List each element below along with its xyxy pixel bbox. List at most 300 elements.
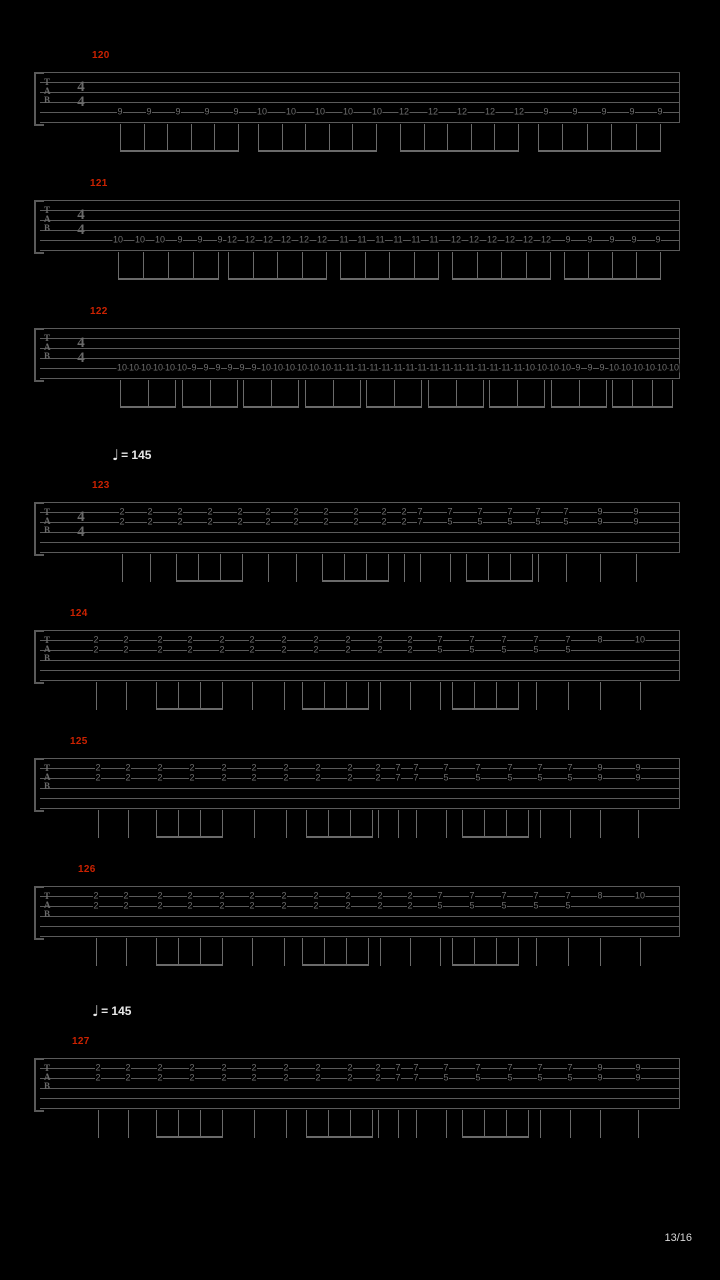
staff-line: [40, 378, 680, 379]
beam: [302, 708, 368, 710]
note-stem: [484, 1110, 485, 1138]
fret-number: 2: [347, 762, 353, 773]
tab-clef: [44, 206, 51, 233]
note-stem: [484, 810, 485, 838]
tab-clef-letter: A: [44, 86, 51, 96]
time-signature-numerator: 4: [77, 509, 85, 525]
note-stem: [376, 124, 377, 152]
note-stem: [302, 682, 303, 710]
note-stem: [156, 1110, 157, 1138]
fret-number: 5: [507, 516, 513, 527]
beam: [258, 150, 376, 152]
note-stem: [452, 252, 453, 280]
note-stem: [518, 124, 519, 152]
note-stem: [253, 252, 254, 280]
fret-number: 9: [599, 362, 605, 373]
note-stem: [252, 938, 253, 966]
note-stem: [528, 1110, 529, 1138]
fret-number: 2: [123, 634, 129, 645]
system-bracket: [34, 502, 44, 556]
fret-number: 7: [437, 634, 443, 645]
note-stem: [324, 682, 325, 710]
fret-number: 12: [427, 106, 439, 117]
note-stem: [326, 252, 327, 280]
fret-number: 2: [221, 1062, 227, 1073]
measure-number: 126: [78, 864, 96, 875]
fret-number: 12: [504, 234, 516, 245]
note-stem: [344, 554, 345, 582]
note-stem: [156, 938, 157, 966]
tab-clef-letter: B: [44, 909, 51, 919]
barline: [679, 72, 680, 123]
page-number: 13/16: [664, 1232, 692, 1244]
fret-number: 10: [634, 634, 646, 645]
note-stem: [506, 1110, 507, 1138]
fret-number: 12: [468, 234, 480, 245]
fret-number: 9: [191, 362, 197, 373]
fret-number: 12: [522, 234, 534, 245]
fret-number: 2: [251, 772, 257, 783]
note-stem: [611, 124, 612, 152]
fret-number: 5: [443, 1072, 449, 1083]
fret-number: 9: [177, 234, 183, 245]
fret-number: 2: [353, 506, 359, 517]
note-stem: [296, 554, 297, 582]
tab-clef: [44, 1064, 51, 1091]
fret-number: 7: [395, 762, 401, 773]
fret-number: 10: [256, 106, 268, 117]
note-stem: [220, 554, 221, 582]
note-stem: [118, 252, 119, 280]
measure-number: 127: [72, 1036, 90, 1047]
barline: [679, 502, 680, 553]
note-stem: [550, 252, 551, 280]
fret-number: 12: [486, 234, 498, 245]
note-stem: [368, 938, 369, 966]
fret-number: 2: [237, 516, 243, 527]
note-stem: [178, 810, 179, 838]
note-stem: [424, 124, 425, 152]
note-stem: [398, 810, 399, 838]
note-stem: [471, 124, 472, 152]
fret-number: 12: [280, 234, 292, 245]
note-stem: [488, 554, 489, 582]
quarter-note-icon: ♩: [92, 1002, 100, 1020]
note-stem: [452, 938, 453, 966]
staff-line: [40, 112, 680, 113]
staff-line: [40, 808, 680, 809]
staff-line: [40, 338, 680, 339]
fret-number: 8: [597, 634, 603, 645]
note-stem: [568, 682, 569, 710]
note-stem: [440, 938, 441, 966]
note-stem: [222, 1110, 223, 1138]
note-stem: [350, 810, 351, 838]
fret-number: 2: [347, 1062, 353, 1073]
fret-number: 12: [262, 234, 274, 245]
fret-number: 2: [119, 516, 125, 527]
fret-number: 2: [345, 890, 351, 901]
note-stem: [489, 380, 490, 408]
fret-number: 11: [345, 362, 355, 373]
tab-staff: [40, 630, 680, 680]
fret-number: 9: [575, 362, 581, 373]
note-stem: [329, 124, 330, 152]
fret-number: 2: [323, 516, 329, 527]
note-stem: [404, 554, 405, 582]
fret-number: 10: [536, 362, 548, 373]
note-stem: [452, 682, 453, 710]
staff-line: [40, 542, 680, 543]
fret-number: 10: [656, 362, 668, 373]
fret-number: 5: [535, 516, 541, 527]
note-stem: [588, 252, 589, 280]
staff-line: [40, 798, 680, 799]
note-stem: [564, 252, 565, 280]
staff-line: [40, 1058, 680, 1059]
fret-number: 12: [316, 234, 328, 245]
note-stem: [198, 554, 199, 582]
staff-line: [40, 1068, 680, 1069]
note-stem: [167, 124, 168, 152]
note-stem: [328, 810, 329, 838]
staff-line: [40, 640, 680, 641]
fret-number: 2: [157, 644, 163, 655]
fret-number: 5: [533, 644, 539, 655]
fret-number: 2: [125, 1072, 131, 1083]
fret-number: 11: [375, 234, 385, 245]
note-stem: [536, 682, 537, 710]
fret-number: 8: [597, 890, 603, 901]
time-signature-denominator: 4: [77, 524, 85, 540]
measure-number: 122: [90, 306, 108, 317]
fret-number: 2: [283, 1072, 289, 1083]
note-stem: [536, 938, 537, 966]
fret-number: 10: [134, 234, 146, 245]
staff-line: [40, 1108, 680, 1109]
fret-number: 9: [597, 762, 603, 773]
note-stem: [200, 1110, 201, 1138]
note-stem: [612, 252, 613, 280]
fret-number: 9: [631, 234, 637, 245]
fret-number: 9: [597, 506, 603, 517]
beam: [156, 836, 222, 838]
fret-number: 11: [357, 234, 367, 245]
fret-number: 2: [95, 1072, 101, 1083]
note-stem: [517, 380, 518, 408]
system-bracket: [34, 758, 44, 812]
fret-number: 7: [413, 772, 419, 783]
fret-number: 9: [565, 234, 571, 245]
fret-number: 9: [635, 772, 641, 783]
note-stem: [438, 252, 439, 280]
fret-number: 11: [393, 234, 403, 245]
time-signature: [74, 80, 88, 110]
staff-line: [40, 502, 680, 503]
fret-number: 2: [93, 900, 99, 911]
tab-staff: [40, 502, 680, 552]
note-stem: [462, 1110, 463, 1138]
fret-number: 12: [540, 234, 552, 245]
staff-line: [40, 122, 680, 123]
fret-number: 2: [147, 516, 153, 527]
fret-number: 11: [393, 362, 403, 373]
fret-number: 11: [333, 362, 343, 373]
fret-number: 2: [93, 890, 99, 901]
tab-clef-letter: A: [44, 644, 51, 654]
note-stem: [366, 380, 367, 408]
staff-line: [40, 936, 680, 937]
fret-number: 2: [315, 772, 321, 783]
note-stem: [518, 938, 519, 966]
fret-number: 2: [283, 762, 289, 773]
note-stem: [421, 380, 422, 408]
fret-number: 7: [475, 762, 481, 773]
fret-number: 7: [413, 1062, 419, 1073]
fret-number: 2: [123, 900, 129, 911]
tab-clef-letter: T: [44, 763, 51, 773]
fret-number: 2: [157, 1062, 163, 1073]
fret-number: 10: [634, 890, 646, 901]
staff-line: [40, 1098, 680, 1099]
fret-number: 5: [565, 644, 571, 655]
note-stem: [254, 810, 255, 838]
fret-number: 11: [369, 362, 379, 373]
fret-number: 12: [456, 106, 468, 117]
note-stem: [284, 938, 285, 966]
note-stem: [350, 1110, 351, 1138]
note-stem: [378, 810, 379, 838]
staff-line: [40, 660, 680, 661]
fret-number: 2: [375, 1072, 381, 1083]
tab-clef: [44, 892, 51, 919]
fret-number: 9: [657, 106, 663, 117]
fret-number: 7: [501, 890, 507, 901]
time-signature-denominator: 4: [77, 222, 85, 238]
fret-number: 2: [377, 900, 383, 911]
fret-number: 9: [217, 234, 223, 245]
note-stem: [302, 938, 303, 966]
tab-clef-letter: B: [44, 95, 51, 105]
fret-number: 5: [447, 516, 453, 527]
fret-number: 5: [437, 900, 443, 911]
fret-number: 2: [377, 890, 383, 901]
fret-number: 2: [347, 1072, 353, 1083]
staff-line: [40, 906, 680, 907]
beam: [302, 964, 368, 966]
beam: [452, 964, 518, 966]
fret-number: 2: [375, 762, 381, 773]
fret-number: 10: [620, 362, 632, 373]
note-stem: [474, 682, 475, 710]
fret-number: 2: [157, 634, 163, 645]
note-stem: [306, 1110, 307, 1138]
note-stem: [305, 124, 306, 152]
note-stem: [200, 682, 201, 710]
fret-number: 10: [371, 106, 383, 117]
note-stem: [365, 252, 366, 280]
fret-number: 11: [453, 362, 463, 373]
fret-number: 11: [411, 234, 421, 245]
staff-line: [40, 358, 680, 359]
tab-staff: [40, 758, 680, 808]
note-stem: [305, 380, 306, 408]
note-stem: [193, 252, 194, 280]
note-stem: [428, 380, 429, 408]
note-stem: [150, 554, 151, 582]
note-stem: [271, 380, 272, 408]
beam: [306, 1136, 372, 1138]
fret-number: 10: [320, 362, 332, 373]
tab-clef-letter: A: [44, 342, 51, 352]
staff-line: [40, 72, 680, 73]
note-stem: [544, 380, 545, 408]
tab-clef-letter: T: [44, 635, 51, 645]
staff-line: [40, 250, 680, 251]
staff-line: [40, 532, 680, 533]
note-stem: [600, 938, 601, 966]
fret-number: 7: [413, 762, 419, 773]
fret-number: 9: [597, 516, 603, 527]
tab-clef-letter: B: [44, 653, 51, 663]
note-stem: [143, 252, 144, 280]
fret-number: 10: [285, 106, 297, 117]
staff-line: [40, 328, 680, 329]
note-stem: [501, 252, 502, 280]
fret-number: 2: [157, 772, 163, 783]
fret-number: 10: [116, 362, 128, 373]
fret-number: 9: [175, 106, 181, 117]
fret-number: 10: [128, 362, 140, 373]
note-stem: [214, 124, 215, 152]
tab-clef-letter: A: [44, 214, 51, 224]
note-stem: [540, 1110, 541, 1138]
fret-number: 2: [123, 890, 129, 901]
fret-number: 10: [342, 106, 354, 117]
fret-number: 7: [533, 634, 539, 645]
beam: [120, 150, 238, 152]
measure-number: 125: [70, 736, 88, 747]
fret-number: 9: [601, 106, 607, 117]
tab-clef-letter: T: [44, 1063, 51, 1073]
note-stem: [120, 380, 121, 408]
note-stem: [640, 938, 641, 966]
note-stem: [570, 1110, 571, 1138]
note-stem: [600, 682, 601, 710]
note-stem: [340, 252, 341, 280]
note-stem: [447, 124, 448, 152]
note-stem: [526, 252, 527, 280]
staff-line: [40, 650, 680, 651]
note-stem: [462, 810, 463, 838]
fret-number: 9: [146, 106, 152, 117]
note-stem: [600, 554, 601, 582]
fret-number: 2: [157, 1072, 163, 1083]
fret-number: 2: [187, 644, 193, 655]
note-stem: [538, 554, 539, 582]
staff-line: [40, 630, 680, 631]
note-stem: [416, 1110, 417, 1138]
note-stem: [368, 682, 369, 710]
note-stem: [268, 554, 269, 582]
fret-number: 2: [157, 900, 163, 911]
fret-number: 2: [221, 762, 227, 773]
fret-number: 10: [548, 362, 560, 373]
note-stem: [540, 810, 541, 838]
note-stem: [528, 810, 529, 838]
note-stem: [238, 124, 239, 152]
staff-line: [40, 758, 680, 759]
note-stem: [128, 810, 129, 838]
fret-number: 7: [413, 1072, 419, 1083]
barline: [679, 886, 680, 937]
tab-clef-letter: A: [44, 900, 51, 910]
note-stem: [389, 252, 390, 280]
note-stem: [210, 380, 211, 408]
fret-number: 7: [563, 506, 569, 517]
note-stem: [400, 124, 401, 152]
fret-number: 2: [119, 506, 125, 517]
system-bracket: [34, 630, 44, 684]
fret-number: 2: [381, 516, 387, 527]
note-stem: [446, 1110, 447, 1138]
fret-number: 5: [443, 772, 449, 783]
fret-number: 2: [381, 506, 387, 517]
note-stem: [416, 810, 417, 838]
note-stem: [178, 682, 179, 710]
fret-number: 2: [125, 1062, 131, 1073]
note-stem: [600, 810, 601, 838]
fret-number: 11: [405, 362, 415, 373]
fret-number: 5: [469, 900, 475, 911]
fret-number: 2: [207, 506, 213, 517]
beam: [612, 406, 672, 408]
fret-number: 12: [298, 234, 310, 245]
fret-number: 2: [237, 506, 243, 517]
fret-number: 2: [249, 634, 255, 645]
note-stem: [98, 810, 99, 838]
fret-number: 2: [207, 516, 213, 527]
fret-number: 2: [313, 634, 319, 645]
tempo-value: = 145: [101, 1004, 132, 1018]
fret-number: 9: [239, 362, 245, 373]
staff-line: [40, 200, 680, 201]
note-stem: [144, 124, 145, 152]
barline: [679, 200, 680, 251]
fret-number: 11: [417, 362, 427, 373]
staff-line: [40, 552, 680, 553]
fret-number: 7: [507, 1062, 513, 1073]
fret-number: 10: [296, 362, 308, 373]
note-stem: [237, 380, 238, 408]
fret-number: 9: [117, 106, 123, 117]
fret-number: 11: [501, 362, 511, 373]
note-stem: [284, 682, 285, 710]
note-stem: [218, 252, 219, 280]
beam: [462, 836, 528, 838]
staff-line: [40, 896, 680, 897]
tab-clef-letter: A: [44, 1072, 51, 1082]
fret-number: 2: [353, 516, 359, 527]
staff-line: [40, 680, 680, 681]
fret-number: 11: [477, 362, 487, 373]
fret-number: 5: [507, 772, 513, 783]
fret-number: 9: [197, 234, 203, 245]
fret-number: 2: [377, 644, 383, 655]
fret-number: 9: [227, 362, 233, 373]
tab-clef: [44, 636, 51, 663]
time-signature-numerator: 4: [77, 79, 85, 95]
